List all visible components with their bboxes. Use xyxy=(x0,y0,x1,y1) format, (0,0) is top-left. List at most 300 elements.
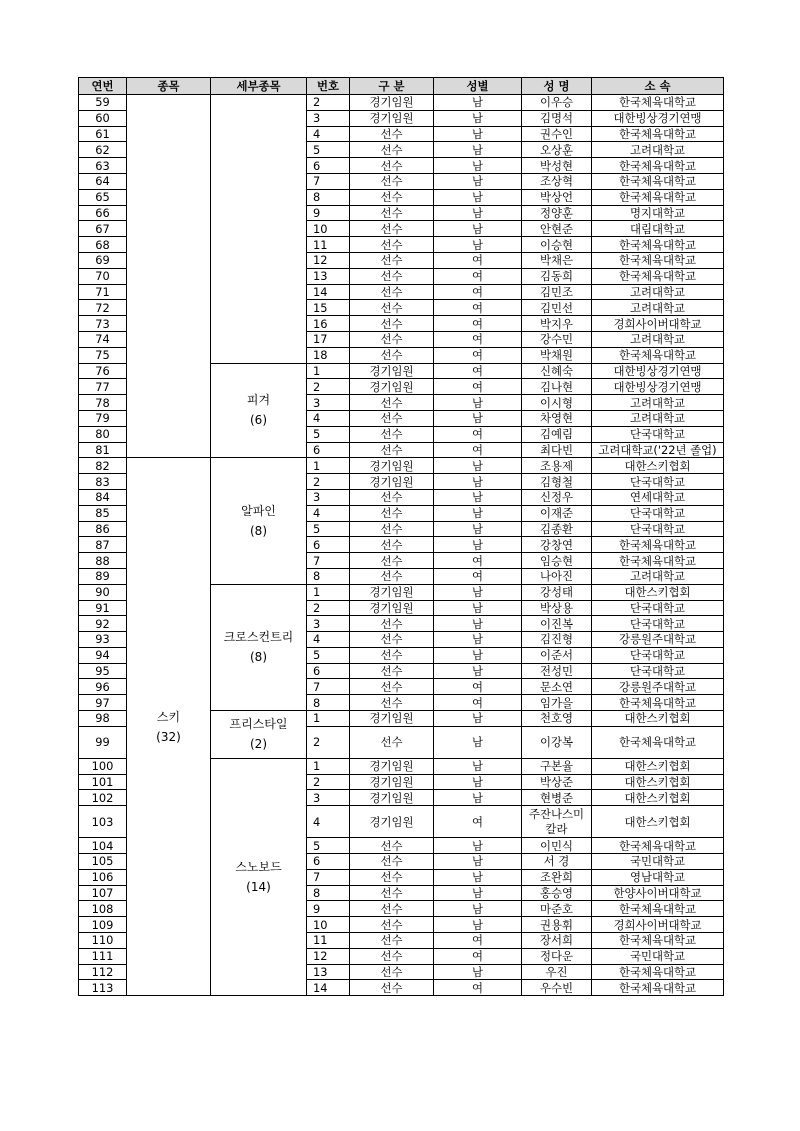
seq-cell: 79 xyxy=(79,410,127,426)
sex-cell: 여 xyxy=(434,300,522,316)
name-cell: 이강복 xyxy=(522,726,592,758)
seq-cell: 60 xyxy=(79,110,127,126)
sex-cell: 남 xyxy=(434,474,522,490)
affiliation-cell: 대한스키협회 xyxy=(592,774,724,790)
event-count: (14) xyxy=(246,880,271,895)
number-cell: 1 xyxy=(307,363,350,379)
name-cell: 주잔나스미 칼라 xyxy=(522,806,592,838)
affiliation-cell: 대한스키협회 xyxy=(592,758,724,774)
sex-cell: 남 xyxy=(434,869,522,885)
role-cell: 선수 xyxy=(350,901,434,917)
sex-cell: 남 xyxy=(434,189,522,205)
affiliation-cell: 대한빙상경기연맹 xyxy=(592,363,724,379)
affiliation-cell: 한국체육대학교 xyxy=(592,933,724,949)
seq-cell: 77 xyxy=(79,379,127,395)
affiliation-cell: 강릉원주대학교 xyxy=(592,679,724,695)
name-cell: 전성민 xyxy=(522,663,592,679)
seq-cell: 71 xyxy=(79,284,127,300)
sex-cell: 남 xyxy=(434,726,522,758)
role-cell: 선수 xyxy=(350,489,434,505)
role-cell: 선수 xyxy=(350,647,434,663)
sex-cell: 여 xyxy=(434,252,522,268)
name-cell: 김종환 xyxy=(522,521,592,537)
name-cell: 조용제 xyxy=(522,458,592,474)
affiliation-cell: 대한스키협회 xyxy=(592,790,724,806)
role-cell: 선수 xyxy=(350,142,434,158)
number-cell: 6 xyxy=(307,663,350,679)
role-cell: 선수 xyxy=(350,980,434,996)
role-cell: 선수 xyxy=(350,205,434,221)
affiliation-cell: 고려대학교 xyxy=(592,300,724,316)
number-cell: 2 xyxy=(307,95,350,111)
sex-cell: 남 xyxy=(434,110,522,126)
seq-cell: 105 xyxy=(79,854,127,870)
role-cell: 선수 xyxy=(350,410,434,426)
seq-cell: 66 xyxy=(79,205,127,221)
name-cell: 마준호 xyxy=(522,901,592,917)
number-cell: 8 xyxy=(307,189,350,205)
role-cell: 경기임원 xyxy=(350,110,434,126)
number-cell: 6 xyxy=(307,537,350,553)
number-cell: 8 xyxy=(307,568,350,584)
role-cell: 선수 xyxy=(350,948,434,964)
sex-cell: 남 xyxy=(434,489,522,505)
number-cell: 5 xyxy=(307,142,350,158)
role-cell: 경기임원 xyxy=(350,774,434,790)
seq-cell: 63 xyxy=(79,158,127,174)
number-cell: 7 xyxy=(307,869,350,885)
role-cell: 경기임원 xyxy=(350,363,434,379)
seq-cell: 99 xyxy=(79,726,127,758)
name-cell: 구본율 xyxy=(522,758,592,774)
seq-cell: 91 xyxy=(79,600,127,616)
seq-cell: 111 xyxy=(79,948,127,964)
number-cell: 4 xyxy=(307,632,350,648)
sex-cell: 남 xyxy=(434,711,522,727)
affiliation-cell: 한국체육대학교 xyxy=(592,158,724,174)
number-cell: 8 xyxy=(307,695,350,711)
number-cell: 14 xyxy=(307,980,350,996)
role-cell: 선수 xyxy=(350,695,434,711)
seq-cell: 104 xyxy=(79,838,127,854)
name-cell: 박지우 xyxy=(522,316,592,332)
name-cell: 박채원 xyxy=(522,347,592,363)
role-cell: 선수 xyxy=(350,189,434,205)
seq-cell: 106 xyxy=(79,869,127,885)
name-cell: 김나현 xyxy=(522,379,592,395)
number-cell: 4 xyxy=(307,410,350,426)
number-cell: 1 xyxy=(307,711,350,727)
seq-cell: 95 xyxy=(79,663,127,679)
header-number: 번호 xyxy=(307,78,350,95)
number-cell: 4 xyxy=(307,505,350,521)
affiliation-cell: 한국체육대학교 xyxy=(592,553,724,569)
event-name: 스노보드 xyxy=(235,860,282,875)
role-cell: 선수 xyxy=(350,331,434,347)
affiliation-cell: 국민대학교 xyxy=(592,948,724,964)
seq-cell: 74 xyxy=(79,331,127,347)
seq-cell: 80 xyxy=(79,426,127,442)
role-cell: 선수 xyxy=(350,126,434,142)
affiliation-cell: 한국체육대학교 xyxy=(592,95,724,111)
event-name: 알파인 xyxy=(241,504,276,519)
number-cell: 2 xyxy=(307,774,350,790)
name-cell: 정다운 xyxy=(522,948,592,964)
affiliation-cell: 한국체육대학교 xyxy=(592,964,724,980)
role-cell: 선수 xyxy=(350,663,434,679)
seq-cell: 83 xyxy=(79,474,127,490)
affiliation-cell: 고려대학교 xyxy=(592,568,724,584)
name-cell: 박상준 xyxy=(522,774,592,790)
role-cell: 선수 xyxy=(350,221,434,237)
event-name: 피겨 xyxy=(246,393,271,408)
seq-cell: 78 xyxy=(79,395,127,411)
number-cell: 3 xyxy=(307,616,350,632)
sex-cell: 여 xyxy=(434,553,522,569)
number-cell: 5 xyxy=(307,838,350,854)
sex-cell: 남 xyxy=(434,964,522,980)
name-cell: 강성태 xyxy=(522,584,592,600)
number-cell: 1 xyxy=(307,458,350,474)
seq-cell: 96 xyxy=(79,679,127,695)
name-cell: 이민식 xyxy=(522,838,592,854)
number-cell: 7 xyxy=(307,173,350,189)
event-count: (8) xyxy=(250,650,267,665)
event-group-cell xyxy=(211,584,307,710)
number-cell: 1 xyxy=(307,758,350,774)
role-cell: 선수 xyxy=(350,885,434,901)
seq-cell: 88 xyxy=(79,553,127,569)
seq-cell: 100 xyxy=(79,758,127,774)
number-cell: 17 xyxy=(307,331,350,347)
seq-cell: 109 xyxy=(79,917,127,933)
seq-cell: 68 xyxy=(79,237,127,253)
table-header-row xyxy=(79,78,724,95)
event-group-cell xyxy=(211,363,307,458)
sex-cell: 남 xyxy=(434,663,522,679)
name-cell: 우수빈 xyxy=(522,980,592,996)
affiliation-cell: 대한스키협회 xyxy=(592,458,724,474)
name-cell: 이승현 xyxy=(522,237,592,253)
seq-cell: 90 xyxy=(79,584,127,600)
sex-cell: 여 xyxy=(434,379,522,395)
role-cell: 경기임원 xyxy=(350,95,434,111)
number-cell: 3 xyxy=(307,790,350,806)
number-cell: 2 xyxy=(307,600,350,616)
number-cell: 10 xyxy=(307,917,350,933)
sex-cell: 남 xyxy=(434,458,522,474)
seq-cell: 108 xyxy=(79,901,127,917)
event-count: (8) xyxy=(250,524,267,539)
affiliation-cell: 한국체육대학교 xyxy=(592,252,724,268)
sex-cell: 남 xyxy=(434,205,522,221)
affiliation-cell: 대한스키협회 xyxy=(592,711,724,727)
name-cell: 김형철 xyxy=(522,474,592,490)
role-cell: 경기임원 xyxy=(350,790,434,806)
seq-cell: 59 xyxy=(79,95,127,111)
role-cell: 경기임원 xyxy=(350,600,434,616)
number-cell: 9 xyxy=(307,901,350,917)
sex-cell: 남 xyxy=(434,616,522,632)
sex-cell: 남 xyxy=(434,126,522,142)
sex-cell: 여 xyxy=(434,806,522,838)
event-group-cell xyxy=(211,758,307,995)
name-cell: 최다빈 xyxy=(522,442,592,458)
name-cell: 김민조 xyxy=(522,284,592,300)
sex-cell: 남 xyxy=(434,237,522,253)
name-cell: 이준서 xyxy=(522,647,592,663)
affiliation-cell: 한국체육대학교 xyxy=(592,189,724,205)
affiliation-cell: 고려대학교 xyxy=(592,331,724,347)
sex-cell: 남 xyxy=(434,917,522,933)
name-cell: 권용휘 xyxy=(522,917,592,933)
number-cell: 3 xyxy=(307,489,350,505)
number-cell: 11 xyxy=(307,933,350,949)
seq-cell: 98 xyxy=(79,711,127,727)
sport-name: 스키 xyxy=(156,709,181,724)
number-cell: 5 xyxy=(307,647,350,663)
sex-cell: 여 xyxy=(434,426,522,442)
sex-cell: 여 xyxy=(434,284,522,300)
sport-group-cell xyxy=(127,458,211,996)
affiliation-cell: 대한빙상경기연맹 xyxy=(592,110,724,126)
affiliation-cell: 한국체육대학교 xyxy=(592,173,724,189)
role-cell: 선수 xyxy=(350,726,434,758)
role-cell: 선수 xyxy=(350,252,434,268)
sex-cell: 남 xyxy=(434,158,522,174)
seq-cell: 103 xyxy=(79,806,127,838)
seq-cell: 101 xyxy=(79,774,127,790)
name-cell: 김진형 xyxy=(522,632,592,648)
table-row xyxy=(79,458,724,474)
role-cell: 선수 xyxy=(350,568,434,584)
name-cell: 권수인 xyxy=(522,126,592,142)
seq-cell: 110 xyxy=(79,933,127,949)
event-group-cell xyxy=(211,95,307,364)
role-cell: 선수 xyxy=(350,632,434,648)
seq-cell: 72 xyxy=(79,300,127,316)
sex-cell: 남 xyxy=(434,173,522,189)
affiliation-cell: 단국대학교 xyxy=(592,600,724,616)
sex-cell: 여 xyxy=(434,268,522,284)
event-count: (2) xyxy=(250,737,267,752)
sex-cell: 남 xyxy=(434,142,522,158)
seq-cell: 81 xyxy=(79,442,127,458)
affiliation-cell: 한국체육대학교 xyxy=(592,726,724,758)
seq-cell: 89 xyxy=(79,568,127,584)
table-row xyxy=(79,95,724,111)
name-cell: 안현준 xyxy=(522,221,592,237)
affiliation-cell: 한양사이버대학교 xyxy=(592,885,724,901)
number-cell: 13 xyxy=(307,964,350,980)
name-cell: 천호영 xyxy=(522,711,592,727)
affiliation-cell: 대한스키협회 xyxy=(592,584,724,600)
number-cell: 5 xyxy=(307,521,350,537)
seq-cell: 94 xyxy=(79,647,127,663)
name-cell: 박상용 xyxy=(522,600,592,616)
number-cell: 7 xyxy=(307,679,350,695)
sex-cell: 남 xyxy=(434,885,522,901)
number-cell: 16 xyxy=(307,316,350,332)
number-cell: 7 xyxy=(307,553,350,569)
role-cell: 선수 xyxy=(350,347,434,363)
affiliation-cell: 고려대학교 xyxy=(592,284,724,300)
sex-cell: 남 xyxy=(434,584,522,600)
affiliation-cell: 영남대학교 xyxy=(592,869,724,885)
role-cell: 선수 xyxy=(350,395,434,411)
role-cell: 경기임원 xyxy=(350,458,434,474)
name-cell: 홍승영 xyxy=(522,885,592,901)
role-cell: 선수 xyxy=(350,679,434,695)
name-cell: 나아진 xyxy=(522,568,592,584)
affiliation-cell: 한국체육대학교 xyxy=(592,901,724,917)
name-cell: 박성현 xyxy=(522,158,592,174)
name-cell: 임가을 xyxy=(522,695,592,711)
sex-cell: 여 xyxy=(434,568,522,584)
affiliation-cell: 한국체육대학교 xyxy=(592,980,724,996)
affiliation-cell: 단국대학교 xyxy=(592,474,724,490)
role-cell: 선수 xyxy=(350,869,434,885)
seq-cell: 62 xyxy=(79,142,127,158)
name-cell: 김예림 xyxy=(522,426,592,442)
seq-cell: 112 xyxy=(79,964,127,980)
role-cell: 경기임원 xyxy=(350,379,434,395)
role-cell: 선수 xyxy=(350,300,434,316)
affiliation-cell: 명지대학교 xyxy=(592,205,724,221)
seq-cell: 92 xyxy=(79,616,127,632)
affiliation-cell: 경희사이버대학교 xyxy=(592,917,724,933)
sex-cell: 남 xyxy=(434,537,522,553)
sex-cell: 여 xyxy=(434,347,522,363)
affiliation-cell: 대한빙상경기연맹 xyxy=(592,379,724,395)
header-name: 성 명 xyxy=(522,78,592,95)
number-cell: 6 xyxy=(307,854,350,870)
role-cell: 경기임원 xyxy=(350,711,434,727)
event-count: (6) xyxy=(250,413,267,428)
header-event: 세부종목 xyxy=(211,78,307,95)
seq-cell: 61 xyxy=(79,126,127,142)
role-cell: 선수 xyxy=(350,964,434,980)
role-cell: 선수 xyxy=(350,268,434,284)
name-cell: 신혜숙 xyxy=(522,363,592,379)
name-cell: 문소연 xyxy=(522,679,592,695)
name-cell: 조완희 xyxy=(522,869,592,885)
sex-cell: 남 xyxy=(434,758,522,774)
sex-cell: 남 xyxy=(434,632,522,648)
number-cell: 2 xyxy=(307,474,350,490)
sex-cell: 여 xyxy=(434,980,522,996)
seq-cell: 97 xyxy=(79,695,127,711)
header-sport: 종목 xyxy=(127,78,211,95)
sex-cell: 남 xyxy=(434,221,522,237)
seq-cell: 76 xyxy=(79,363,127,379)
seq-cell: 93 xyxy=(79,632,127,648)
name-cell: 이시형 xyxy=(522,395,592,411)
affiliation-cell: 고려대학교 xyxy=(592,395,724,411)
role-cell: 선수 xyxy=(350,933,434,949)
sex-cell: 남 xyxy=(434,95,522,111)
affiliation-cell: 한국체육대학교 xyxy=(592,347,724,363)
number-cell: 1 xyxy=(307,584,350,600)
roster-table xyxy=(78,77,724,996)
number-cell: 9 xyxy=(307,205,350,221)
affiliation-cell: 고려대학교 xyxy=(592,142,724,158)
number-cell: 6 xyxy=(307,158,350,174)
affiliation-cell: 한국체육대학교 xyxy=(592,537,724,553)
seq-cell: 84 xyxy=(79,489,127,505)
sex-cell: 남 xyxy=(434,901,522,917)
sex-cell: 남 xyxy=(434,838,522,854)
role-cell: 선수 xyxy=(350,173,434,189)
event-group-cell xyxy=(211,458,307,584)
header-seq: 연번 xyxy=(79,78,127,95)
seq-cell: 86 xyxy=(79,521,127,537)
name-cell: 김명석 xyxy=(522,110,592,126)
seq-cell: 67 xyxy=(79,221,127,237)
affiliation-cell: 한국체육대학교 xyxy=(592,268,724,284)
seq-cell: 107 xyxy=(79,885,127,901)
name-cell: 정양훈 xyxy=(522,205,592,221)
seq-cell: 70 xyxy=(79,268,127,284)
number-cell: 13 xyxy=(307,268,350,284)
role-cell: 선수 xyxy=(350,505,434,521)
sex-cell: 여 xyxy=(434,679,522,695)
affiliation-cell: 국민대학교 xyxy=(592,854,724,870)
sex-cell: 여 xyxy=(434,442,522,458)
name-cell: 현병준 xyxy=(522,790,592,806)
affiliation-cell: 고려대학교 xyxy=(592,410,724,426)
role-cell: 선수 xyxy=(350,854,434,870)
name-cell: 강창연 xyxy=(522,537,592,553)
number-cell: 12 xyxy=(307,252,350,268)
header-sex: 성별 xyxy=(434,78,522,95)
header-role: 구 분 xyxy=(350,78,434,95)
sex-cell: 여 xyxy=(434,363,522,379)
name-cell: 신정우 xyxy=(522,489,592,505)
sex-cell: 여 xyxy=(434,316,522,332)
name-cell: 김동희 xyxy=(522,268,592,284)
sport-count: (32) xyxy=(156,729,181,744)
affiliation-cell: 대한스키협회 xyxy=(592,806,724,838)
number-cell: 2 xyxy=(307,726,350,758)
seq-cell: 102 xyxy=(79,790,127,806)
sex-cell: 여 xyxy=(434,948,522,964)
role-cell: 선수 xyxy=(350,553,434,569)
role-cell: 선수 xyxy=(350,917,434,933)
role-cell: 선수 xyxy=(350,442,434,458)
affiliation-cell: 단국대학교 xyxy=(592,521,724,537)
number-cell: 4 xyxy=(307,126,350,142)
affiliation-cell: 경희사이버대학교 xyxy=(592,316,724,332)
number-cell: 12 xyxy=(307,948,350,964)
affiliation-cell: 한국체육대학교 xyxy=(592,838,724,854)
number-cell: 18 xyxy=(307,347,350,363)
number-cell: 5 xyxy=(307,426,350,442)
role-cell: 선수 xyxy=(350,521,434,537)
sex-cell: 남 xyxy=(434,600,522,616)
number-cell: 6 xyxy=(307,442,350,458)
sex-cell: 남 xyxy=(434,505,522,521)
role-cell: 경기임원 xyxy=(350,758,434,774)
role-cell: 선수 xyxy=(350,616,434,632)
role-cell: 선수 xyxy=(350,838,434,854)
name-cell: 이우승 xyxy=(522,95,592,111)
header-affiliation: 소 속 xyxy=(592,78,724,95)
sex-cell: 남 xyxy=(434,395,522,411)
number-cell: 15 xyxy=(307,300,350,316)
affiliation-cell: 단국대학교 xyxy=(592,616,724,632)
event-name: 프리스타일 xyxy=(229,717,288,732)
